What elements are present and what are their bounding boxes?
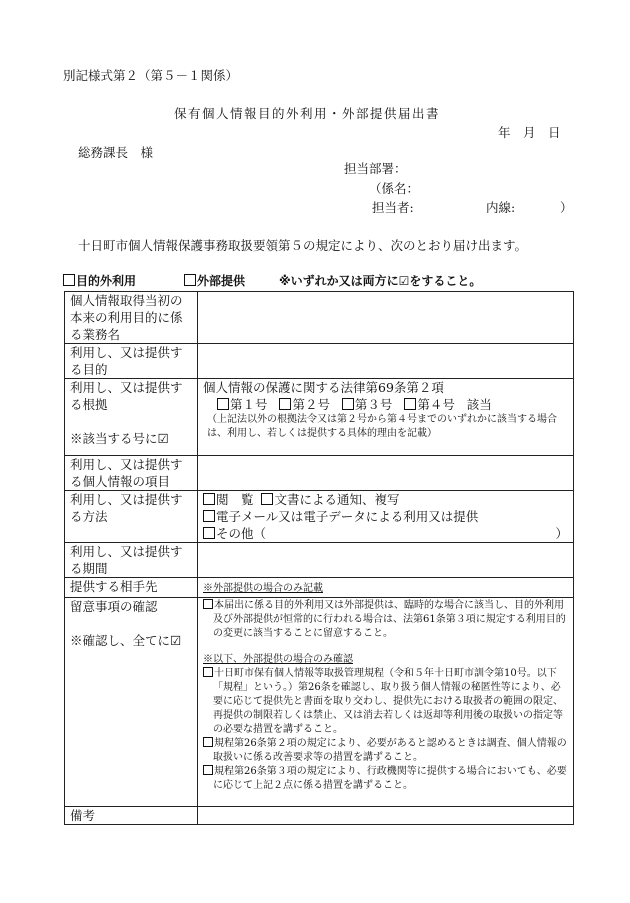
form-number: 別記様式第２（第５－１関係） [63,68,239,83]
table-row [65,379,574,456]
method-line-2 [203,508,568,525]
confirm-checkbox[interactable] [203,667,213,677]
row-label-items: 利用し、又は提供する個人情報の項目 [65,456,198,491]
method-view: 閲 覧 [216,492,254,507]
purpose-checkbox[interactable] [63,274,75,286]
basis-item-checkbox[interactable] [342,398,354,410]
row-label-confirm [65,598,198,807]
basis-item: 第４号 [417,397,455,412]
table-row [65,543,574,578]
confirm-item: 十日町市保有個人情報等取扱管理規程（令和５年十日町市訓令第10号。以下「規程」という。）第26条を確認し、取り扱う個人情報の秘匿性等により、必要に応じて提供先と書面を取り交わし、提供先における取扱者の範囲の限定、再提供の制限若しくは禁止、又は消去若しくは返却等利用後の取扱いの指定等の必要な措置を講ずること。 [203,667,568,737]
basis-note: （上記法以外の根拠法令又は第２号から第４号までのいずれかに該当する場合は、利用し、若しくは提供する具体的理由を記載） [207,414,557,439]
row-label-recipient: 提供する相手先 [65,578,198,598]
option-purpose-label: 目的外利用 [76,274,137,288]
confirm-external-header: ※以下、外部提供の場合のみ確認 [203,654,353,665]
confirm-item: 規程第26条第３項の規定により、行政機関等に提供する場合においても、必要に応じて上記２点に係る措置を講ずること。 [203,765,568,793]
confirm-cell [198,598,574,807]
confirm-item: 規程第26条第２項の規定により、必要があると認めるときは調査、個人情報の取扱いに係る改善要求等の措置を講ずること。 [203,737,568,765]
row-label-method: 利用し、又は提供する方法 [65,491,198,543]
method-checkbox[interactable] [203,510,215,522]
table-row [65,292,574,344]
extension-label[interactable]: 内線: [486,200,516,215]
method-line-3 [203,525,568,542]
basis-item-checkbox[interactable] [404,398,416,410]
basis-item-checkbox[interactable] [217,398,229,410]
table-row [65,807,574,825]
date-field[interactable]: 年 月 日 [498,125,561,140]
addressee: 総務課長 様 [78,145,154,160]
basis-cell [198,379,574,456]
confirm-checkbox[interactable] [203,765,213,775]
method-checkbox[interactable] [203,493,215,505]
notification-form-table [64,291,574,825]
method-checkbox[interactable] [203,527,215,539]
basis-label-text: 利用し、又は提供する根拠 [70,380,183,412]
confirm-checkbox[interactable] [203,737,213,747]
table-row [65,456,574,491]
option-note: ※いずれか又は両方に☑をすること。 [279,274,482,288]
row-label-basis [65,379,198,456]
basis-item-checkbox[interactable] [279,398,291,410]
items-cell[interactable] [198,456,574,491]
confirm-item: 本届出に係る目的外利用又は外部提供は、臨時的な場合に該当し、目的外利用及び外部提供が恒常的に行われる場合は、法第61条第３項に規定する利用目的の変更に該当することに留意すること。 [203,599,568,641]
basis-law: 個人情報の保護に関する法律第69条第２項 [203,380,444,395]
purpose-cell[interactable] [198,344,574,379]
basis-item-list [203,396,568,413]
document-title: 保有個人情報目的外利用・外部提供届出書 [174,106,441,121]
confirm-check-note: ※確認し、全てに☑ [70,633,182,648]
method-email: 電子メール又は電子データによる利用又は提供 [216,509,479,524]
confirm-checkbox[interactable] [203,599,213,609]
external-checkbox[interactable] [184,274,196,286]
confirm-label-text: 留意事項の確認 [70,599,158,614]
option-external-label: 外部提供 [197,274,246,288]
table-row [65,344,574,379]
basis-item: 第１号 [230,397,268,412]
method-document: 文書による通知、複写 [274,492,400,507]
method-line-1 [203,491,568,508]
basis-apply: 該当 [466,397,492,412]
table-row [65,491,574,543]
method-other: その他（ [216,526,267,541]
recipient-note: ※外部提供の場合のみ記載 [203,583,323,594]
row-label-purpose: 利用し、又は提供する目的 [65,344,198,379]
section-label[interactable]: （係名： [369,181,420,196]
remarks-cell[interactable] [198,807,574,825]
basis-item: 第２号 [292,397,330,412]
table-row [65,598,574,807]
row-label-remarks: 備考 [65,807,198,825]
person-label[interactable]: 担当者: [372,200,414,215]
method-cell [198,491,574,543]
option-purpose[interactable] [63,272,136,289]
paren-close: ） [560,200,573,215]
dept-label[interactable]: 担当部署： [344,161,407,176]
method-checkbox[interactable] [261,493,273,505]
intro-text: 十日町市個人情報保護事務取扱要領第５の規定により、次のとおり届け出ます。 [78,238,528,253]
basis-check-note: ※該当する号に☑ [70,431,169,446]
basis-item: 第３号 [354,397,393,412]
table-row [65,578,574,598]
business-name-cell[interactable] [198,292,574,344]
method-other-close: ） [555,526,568,541]
recipient-cell[interactable] [198,578,574,598]
option-external[interactable] [184,272,245,289]
row-label-period: 利用し、又は提供する期間 [65,543,198,578]
period-cell[interactable] [198,543,574,578]
row-label-business: 個人情報取得当初の本来の利用目的に係る業務名 [65,292,198,344]
